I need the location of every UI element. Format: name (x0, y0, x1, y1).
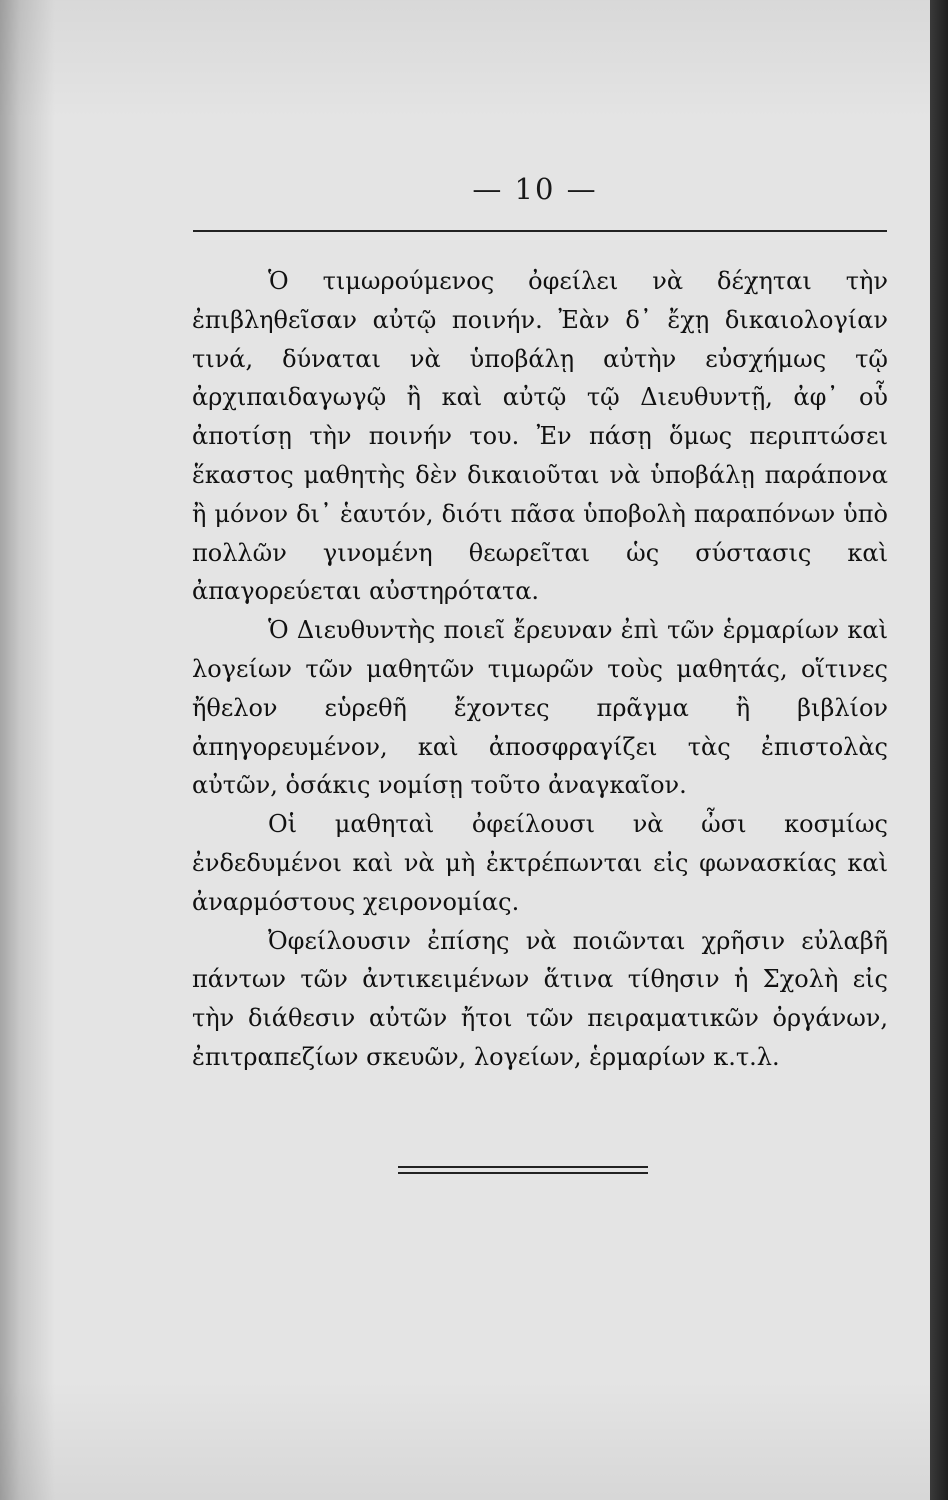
page-number: — 10 — (472, 172, 598, 206)
paragraph: Ὀφείλουσιν ἐπίσης νὰ ποιῶνται χρῆσιν εὐλαβῆ πάντων τῶν ἀντικειμένων ἅτινα τίθησιν ἡ Σχολὴ εἰς τὴν διάθεσιν αὐτῶν ἤτοι τῶν πειραματικῶν ὀργάνων, ἐπιτραπεζίων σκευῶν, λογείων, ἑρμαρίων κ.τ.λ. (192, 926, 888, 1071)
paragraph: Οἱ μαθηταὶ ὀφείλουσι νὰ ὦσι κοσμίως ἐνδεδυμένοι καὶ νὰ μὴ ἐκτρέπωνται εἰς φωνασκίας καὶ ἀναρμόστους χειρονομίας. (192, 810, 888, 916)
page-edge-shadow (930, 0, 948, 1500)
paragraph: Ὁ τιμωρούμενος ὀφείλει νὰ δέχηται τὴν ἐπιβληθεῖσαν αὐτῷ ποινήν. Ἐὰν δ᾽ ἔχῃ δικαιολογίαν τινά, δύναται νὰ ὑποβάλῃ αὐτὴν εὐσχήμως τῷ ἀρχιπαιδαγωγῷ ἢ καὶ αὐτῷ τῷ Διευθυντῇ, ἀφ᾽ οὗ ἀποτίσῃ τὴν ποινήν του. Ἐν πάσῃ ὅμως περιπτώσει ἕκαστος μαθητὴς δὲν δικαιοῦται νὰ ὑποβάλῃ παράπονα ἢ μόνον δι᾽ ἑαυτόν, διότι πᾶσα ὑποβολὴ παραπόνων ὑπὸ πολλῶν γινομένη θεωρεῖται ὡς σύστασις καὶ ἀπαγορεύεται αὐστηρότατα. (192, 267, 888, 606)
section-end-double-rule (398, 1166, 648, 1174)
header-rule (193, 230, 887, 232)
body-text (192, 262, 888, 1077)
paragraph: Ὁ Διευθυντὴς ποιεῖ ἔρευναν ἐπὶ τῶν ἑρμαρίων καὶ λογείων τῶν μαθητῶν τιμωρῶν τοὺς μαθητάς, οἵτινες ἤθελον εὑρεθῆ ἔχοντες πρᾶγμα ἢ βιβλίον ἀπηγορευμένον, καὶ ἀποσφραγίζει τὰς ἐπιστολὰς αὐτῶν, ὁσάκις νομίσῃ τοῦτο ἀναγκαῖον. (192, 616, 888, 800)
